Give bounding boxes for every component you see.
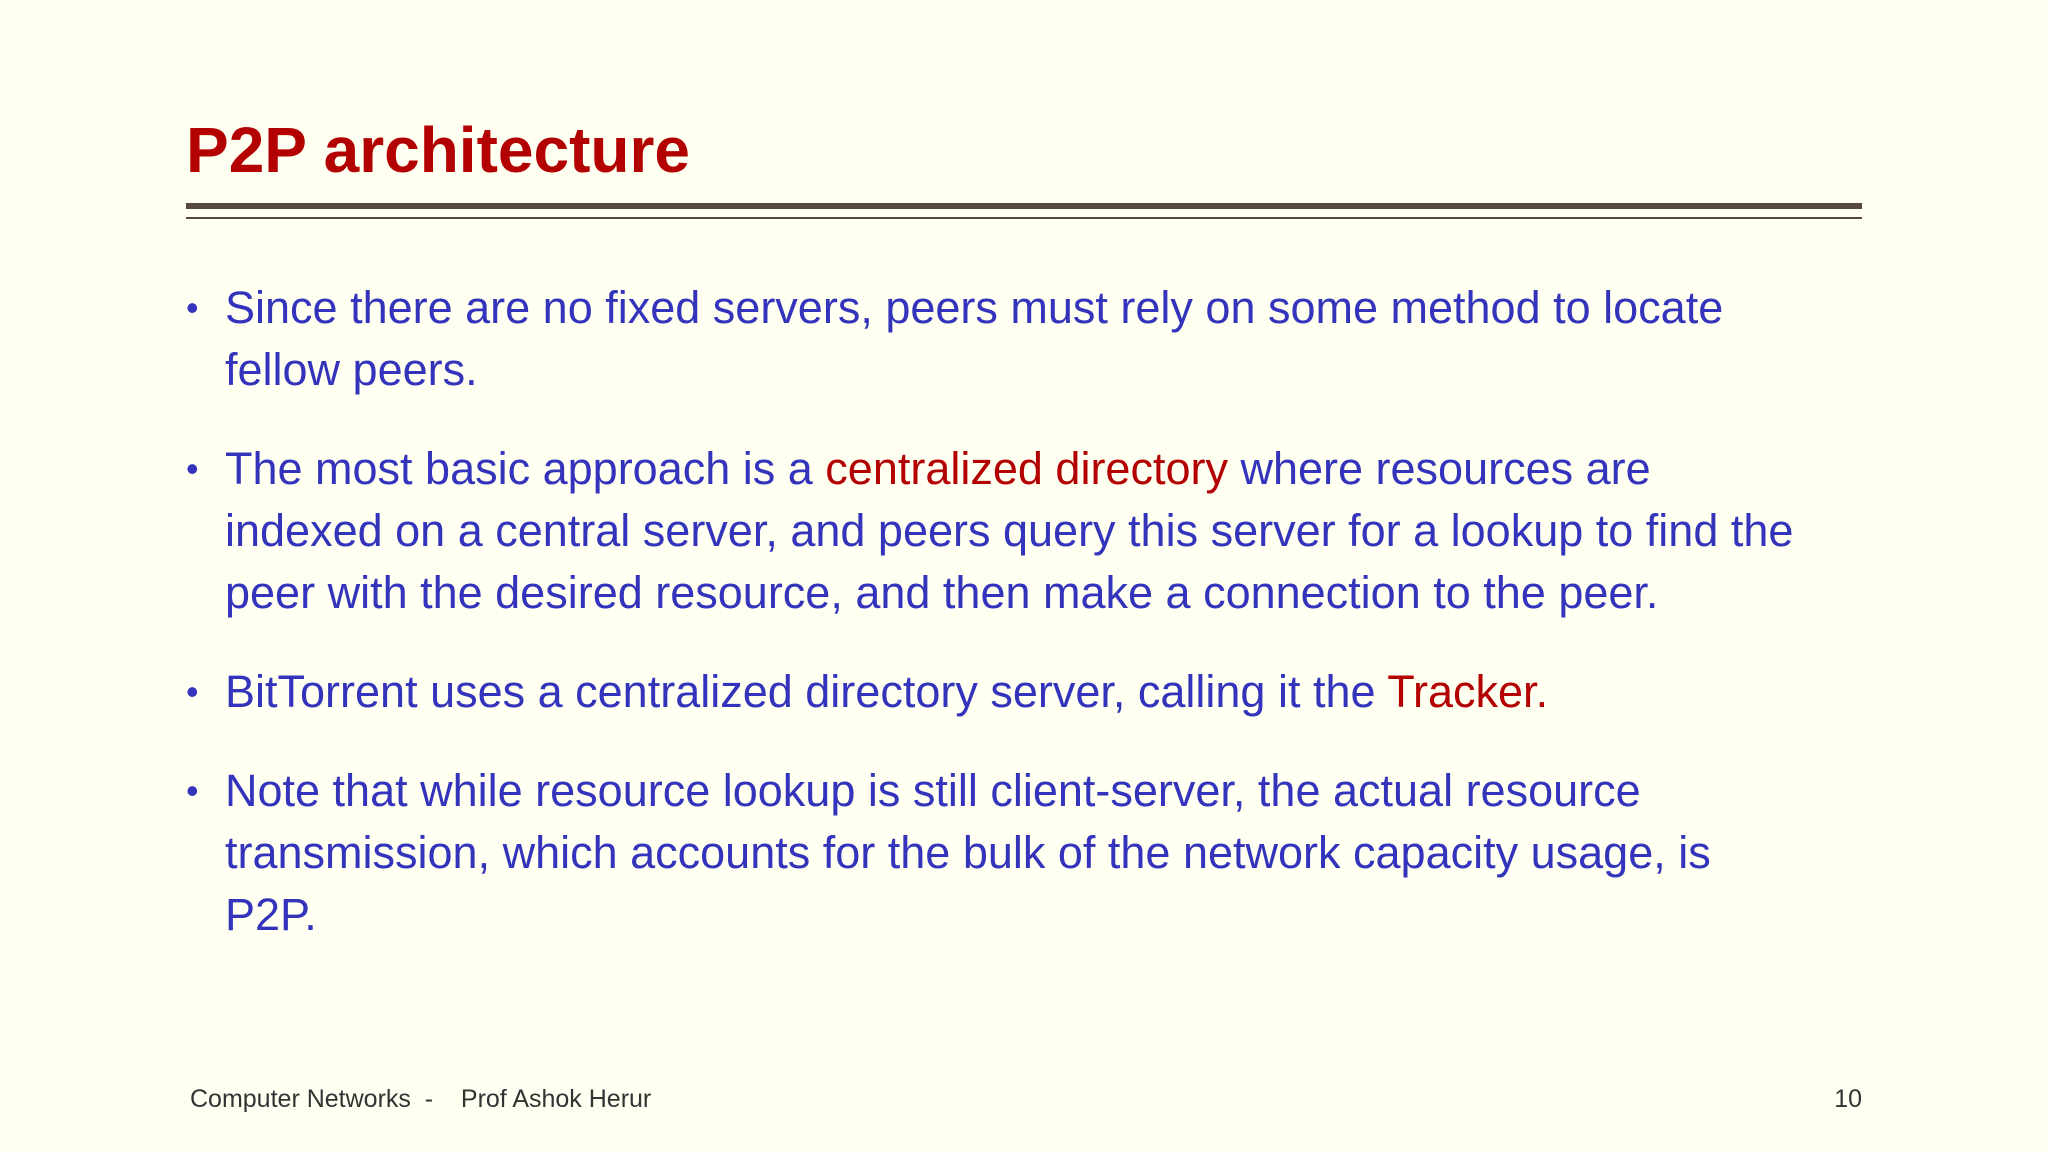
title-rule-thick [186,203,1862,209]
bullet-item [186,661,1876,723]
bullet-dot-icon: • [186,287,199,328]
bullet-line [225,822,1876,884]
bullet-line [225,277,1876,339]
bullet-line [225,500,1876,562]
slide-title: P2P architecture [186,114,690,186]
highlighted-term: centralized directory [825,443,1228,494]
bullet-item [186,438,1876,624]
highlighted-term: Tracker. [1387,666,1549,717]
bullet-text: P2P. [225,889,317,940]
bullet-list [186,277,1876,946]
bullet-text: Since there are no fixed servers, peers must rely on some method to locate [225,282,1724,333]
bullet-line [225,438,1876,500]
bullet-text: transmission, which accounts for the bulk of the network capacity usage, is [225,827,1711,878]
bullet-text: indexed on a central server, and peers query this server for a lookup to find the [225,505,1794,556]
bullet-line [225,884,1876,946]
title-rule-thin [186,217,1862,219]
page-number: 10 [1834,1085,1862,1113]
footer-course-author: Computer Networks - Prof Ashok Herur [190,1085,652,1113]
bullet-dot-icon: • [186,448,199,489]
bullet-text: where resources are [1227,443,1651,494]
bullet-text: Note that while resource lookup is still client-server, the actual resource [225,765,1641,816]
bullet-line [225,661,1876,723]
bullet-line [225,562,1876,624]
bullet-line [225,760,1876,822]
bullet-dot-icon: • [186,770,199,811]
bullet-text: fellow peers. [225,344,478,395]
bullet-item [186,760,1876,946]
bullet-text: peer with the desired resource, and then make a connection to the peer. [225,567,1659,618]
bullet-line [225,339,1876,401]
bullet-dot-icon: • [186,671,199,712]
bullet-item [186,277,1876,401]
bullet-text: The most basic approach is a [225,443,826,494]
bullet-text: BitTorrent uses a centralized directory server, calling it the [225,666,1388,717]
